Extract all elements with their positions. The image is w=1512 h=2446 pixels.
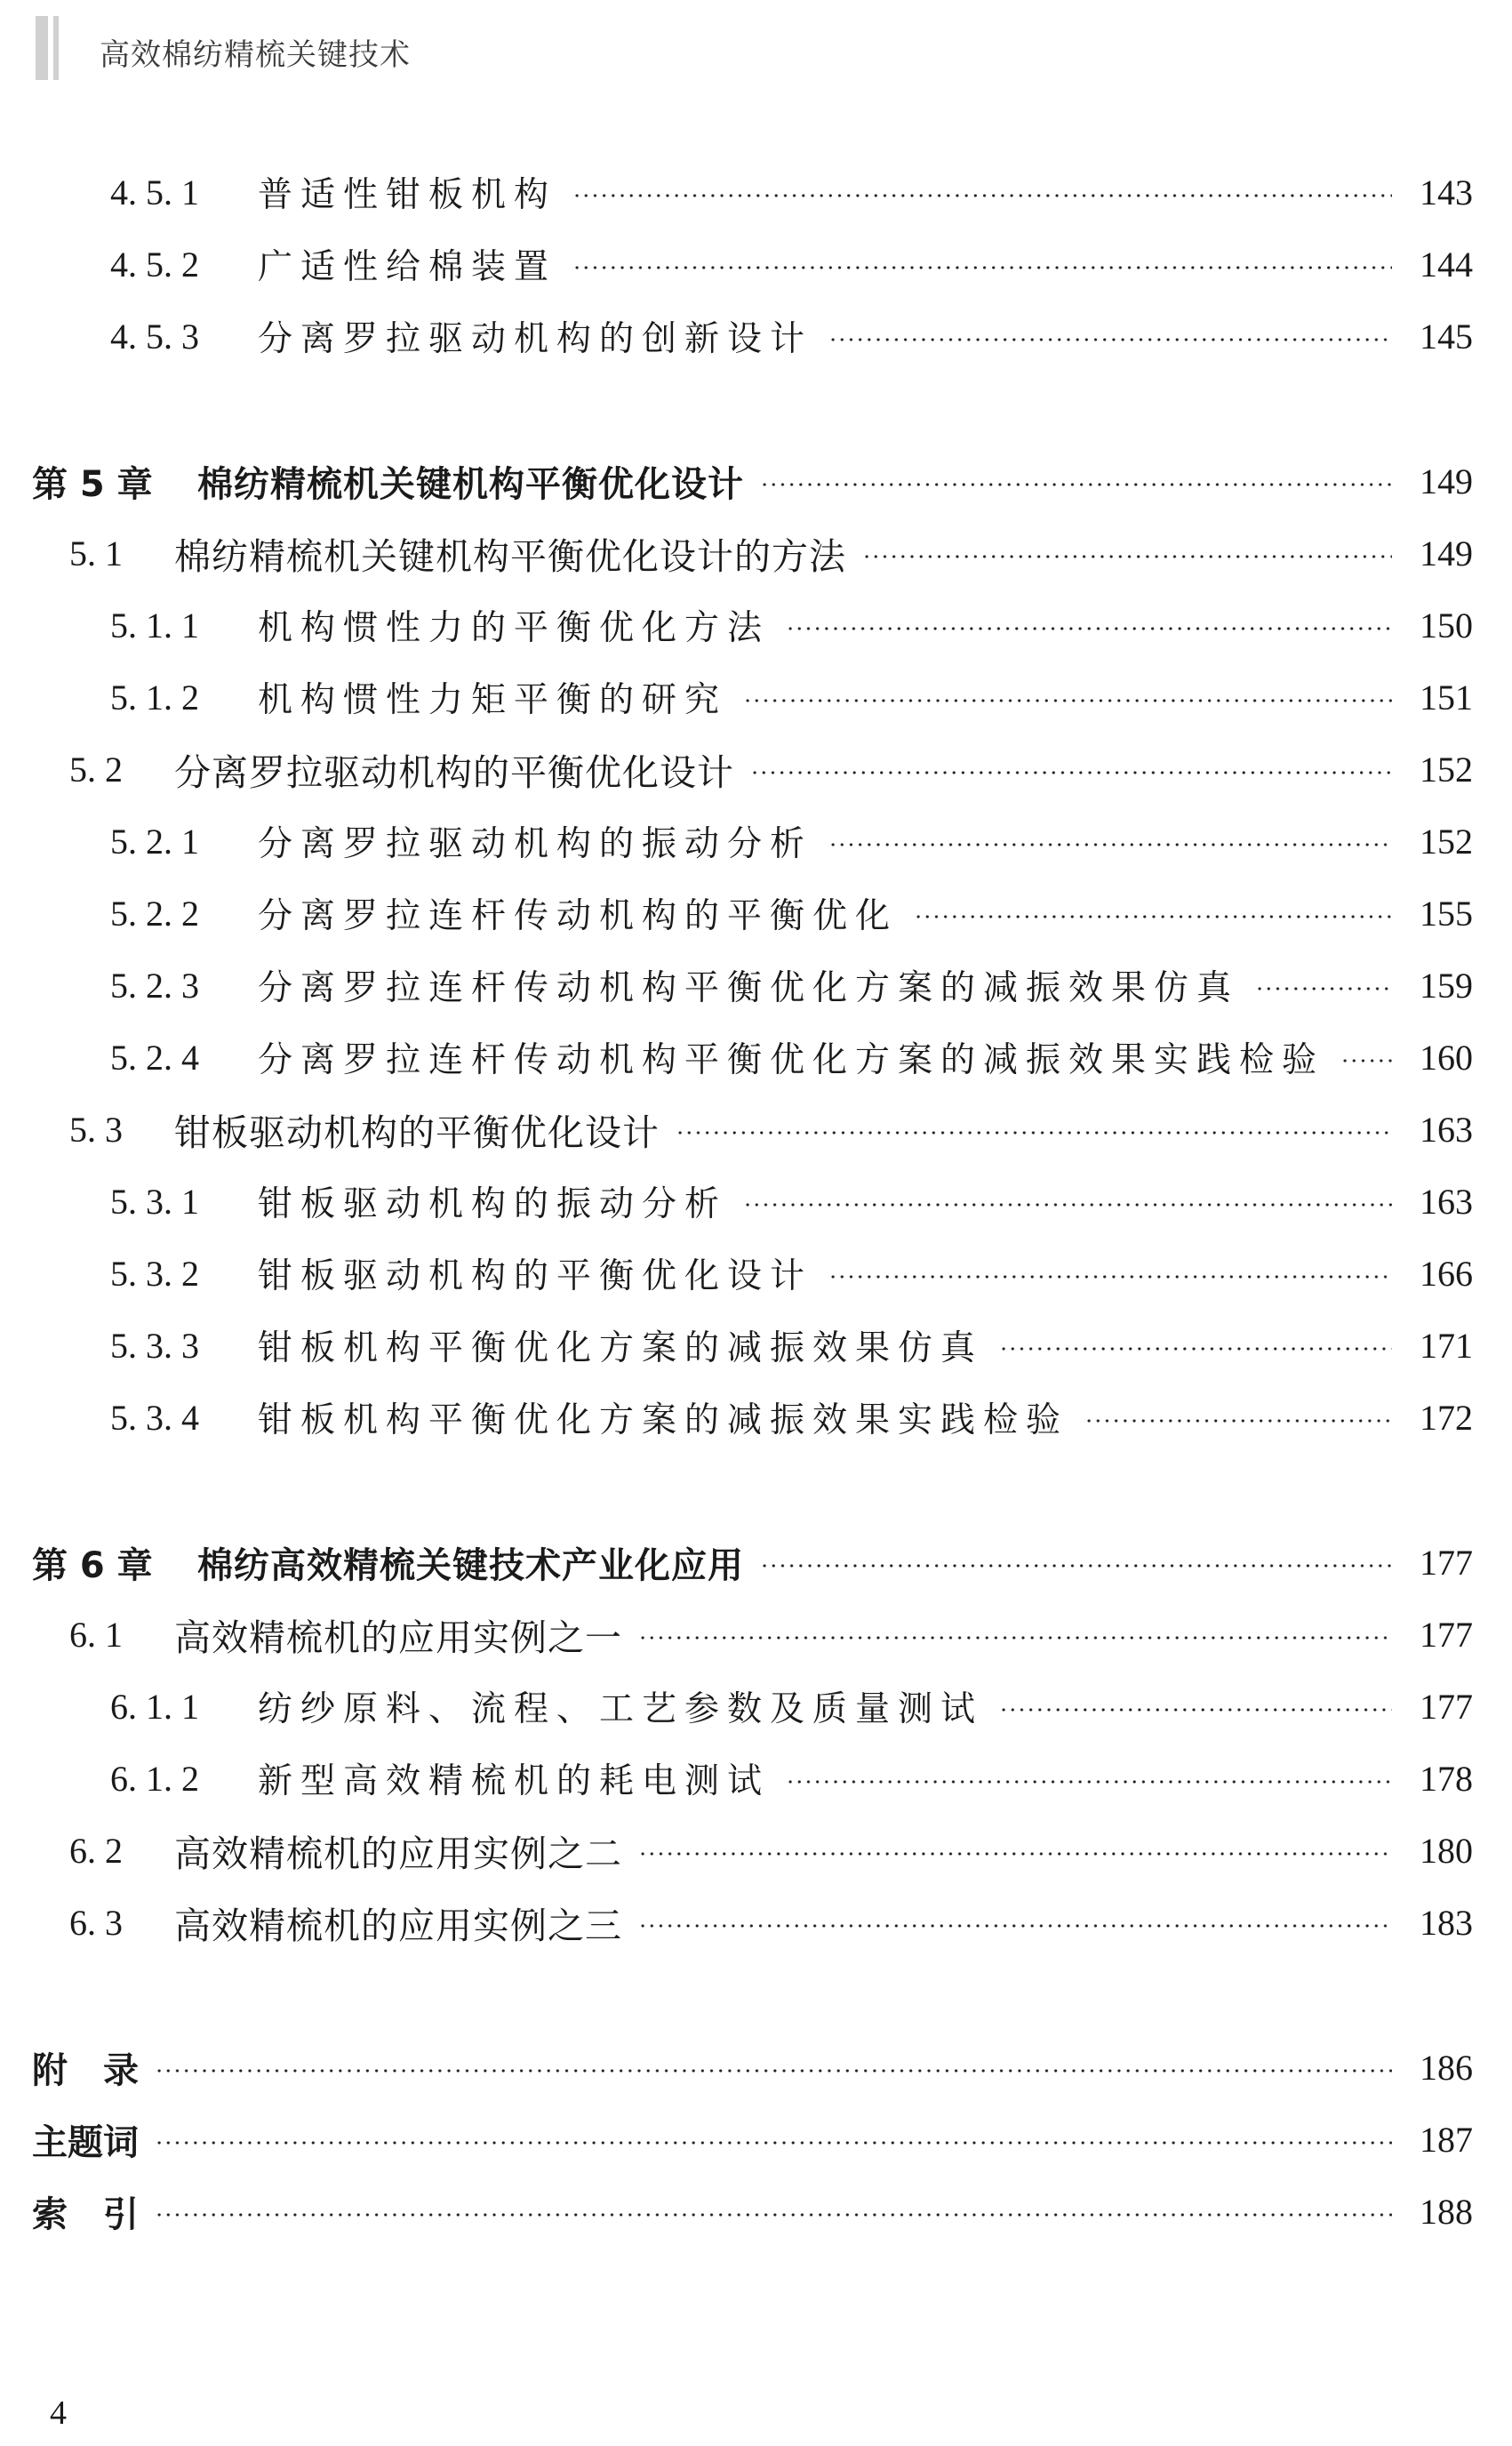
toc-entry-title: 高效精梳机的应用实例之一: [174, 1616, 622, 1659]
header-rule-thick: [36, 16, 48, 80]
toc-entry[interactable]: [0, 1031, 1512, 1084]
toc-entry[interactable]: [0, 1391, 1512, 1444]
toc-entry-page: 172: [1420, 1397, 1473, 1438]
toc-entry-title: 主题词: [32, 2121, 139, 2163]
toc-entry-number: 6. 1: [69, 1614, 123, 1655]
toc-entry-number: 4. 5. 1: [110, 172, 199, 213]
toc-entry-page: 187: [1420, 2119, 1473, 2160]
toc-entry-page: 159: [1420, 965, 1473, 1006]
toc-entry[interactable]: [0, 1536, 1512, 1589]
toc-entry-number: 第 6 章: [32, 1544, 153, 1586]
toc-entry[interactable]: [0, 454, 1512, 508]
toc-entry-title: 普适性钳板机构: [258, 175, 557, 215]
toc-entry-title: 分离罗拉驱动机构的振动分析: [258, 824, 813, 864]
toc-entry-number: 5. 1. 2: [110, 677, 199, 718]
toc-entry-number: 6. 3: [69, 1902, 123, 1943]
toc-entry-title: 棉纺高效精梳关键技术产业化应用: [197, 1544, 744, 1586]
toc-entry[interactable]: [0, 237, 1512, 291]
toc-entry-page: 178: [1420, 1758, 1473, 1799]
toc-entry-title: 高效精梳机的应用实例之三: [174, 1904, 622, 1947]
toc-entry-number: 5. 1: [69, 533, 123, 573]
toc-entry-page: 177: [1420, 1614, 1473, 1655]
toc-leader-dots: [760, 483, 1392, 486]
toc-leader-dots: [572, 194, 1392, 197]
toc-entry-title: 机构惯性力的平衡优化方法: [258, 608, 771, 648]
toc-leader-dots: [999, 1347, 1392, 1351]
toc-entry[interactable]: [0, 1752, 1512, 1805]
toc-entry-number: 6. 2: [69, 1830, 123, 1871]
toc-leader-dots: [155, 2069, 1392, 2073]
toc-leader-dots: [743, 699, 1392, 702]
toc-entry-title: 分离罗拉驱动机构的平衡优化设计: [174, 750, 734, 794]
toc-entry-page: 183: [1420, 1902, 1473, 1943]
toc-entry-page: 145: [1420, 316, 1473, 357]
toc-entry-number: 5. 3. 3: [110, 1325, 199, 1366]
header-rule-thin: [53, 16, 59, 80]
toc-entry-number: 6. 1. 1: [110, 1686, 199, 1727]
toc-entry[interactable]: [0, 670, 1512, 724]
toc-entry-number: 第 5 章: [32, 463, 153, 505]
toc-entry-title: 钳板机构平衡优化方案的减振效果实践检验: [258, 1400, 1069, 1440]
toc-entry[interactable]: [0, 1247, 1512, 1300]
toc-leader-dots: [862, 555, 1392, 558]
toc-entry-title: 分离罗拉连杆传动机构的平衡优化: [258, 896, 899, 936]
toc-entry-page: 149: [1420, 461, 1473, 501]
toc-entry-title: 分离罗拉连杆传动机构平衡优化方案的减振效果实践检验: [258, 1040, 1325, 1080]
toc-entry-number: 5. 2. 4: [110, 1037, 199, 1078]
toc-leader-dots: [786, 627, 1392, 630]
toc-entry-title: 高效精梳机的应用实例之二: [174, 1832, 622, 1875]
toc-entry[interactable]: [0, 1608, 1512, 1661]
toc-entry-number: 5. 3. 4: [110, 1397, 199, 1438]
toc-entry-number: 5. 3. 1: [110, 1181, 199, 1222]
toc-leader-dots: [638, 1924, 1392, 1928]
toc-entry-page: 160: [1420, 1037, 1473, 1078]
toc-entry-page: 152: [1420, 821, 1473, 862]
toc-leader-dots: [638, 1852, 1392, 1856]
toc-entry[interactable]: [0, 1175, 1512, 1228]
toc-entry-title: 新型高效精梳机的耗电测试: [258, 1761, 771, 1801]
toc-entry[interactable]: [0, 2113, 1512, 2166]
toc-entry-title: 钳板驱动机构的平衡优化设计: [258, 1256, 813, 1296]
toc-entry-number: 6. 1. 2: [110, 1758, 199, 1799]
toc-entry-title: 棉纺精梳机关键机构平衡优化设计: [197, 463, 744, 505]
toc-leader-dots: [743, 1203, 1392, 1207]
toc-entry-number: 5. 2. 1: [110, 821, 199, 862]
toc-leader-dots: [828, 843, 1392, 846]
toc-entry-page: 180: [1420, 1830, 1473, 1871]
toc-entry[interactable]: [0, 1319, 1512, 1372]
toc-entry-title: 附 录: [32, 2049, 139, 2091]
toc-entry-number: 5. 2. 2: [110, 893, 199, 934]
toc-entry-page: 171: [1420, 1325, 1473, 1366]
toc-entry[interactable]: [0, 1103, 1512, 1156]
toc-entry-page: 166: [1420, 1253, 1473, 1294]
toc-entry[interactable]: [0, 1680, 1512, 1733]
toc-entry[interactable]: [0, 2185, 1512, 2238]
toc-entry-page: 186: [1420, 2047, 1473, 2088]
toc-leader-dots: [828, 338, 1392, 341]
toc-entry[interactable]: [0, 1824, 1512, 1877]
toc-entry-title: 机构惯性力矩平衡的研究: [258, 680, 728, 720]
toc-entry-page: 188: [1420, 2191, 1473, 2232]
toc-leader-dots: [1255, 987, 1392, 990]
running-title: 高效棉纺精梳关键技术: [100, 37, 411, 73]
toc-entry-title: 索 引: [32, 2193, 139, 2235]
toc-leader-dots: [155, 2213, 1392, 2217]
toc-leader-dots: [676, 1131, 1392, 1135]
toc-entry-page: 150: [1420, 605, 1473, 646]
toc-entry[interactable]: [0, 814, 1512, 868]
toc-entry[interactable]: [0, 165, 1512, 219]
toc-entry-number: 5. 3. 2: [110, 1253, 199, 1294]
toc-entry[interactable]: [0, 742, 1512, 796]
toc-entry-number: 5. 1. 1: [110, 605, 199, 646]
toc-entry-title: 钳板机构平衡优化方案的减振效果仿真: [258, 1328, 984, 1368]
toc-entry[interactable]: [0, 958, 1512, 1012]
toc-entry-page: 155: [1420, 893, 1473, 934]
toc-leader-dots: [638, 1636, 1392, 1640]
toc-leader-dots: [1084, 1419, 1392, 1423]
toc-leader-dots: [750, 771, 1392, 774]
toc-entry-title: 钳板驱动机构的平衡优化设计: [174, 1111, 660, 1154]
toc-entry-number: 4. 5. 2: [110, 244, 199, 285]
toc-leader-dots: [155, 2141, 1392, 2145]
toc-entry[interactable]: [0, 598, 1512, 652]
toc-entry-page: 177: [1420, 1542, 1473, 1583]
toc-entry[interactable]: [0, 886, 1512, 940]
toc-entry-page: 152: [1420, 749, 1473, 790]
toc-leader-dots: [760, 1564, 1392, 1568]
toc-entry-page: 163: [1420, 1109, 1473, 1150]
toc-leader-dots: [572, 266, 1392, 269]
toc-entry-title: 棉纺精梳机关键机构平衡优化设计的方法: [174, 534, 846, 578]
toc-leader-dots: [1340, 1059, 1392, 1063]
toc-entry-number: 5. 2: [69, 749, 123, 790]
toc-entry-page: 177: [1420, 1686, 1473, 1727]
toc-entry-number: 5. 2. 3: [110, 965, 199, 1006]
toc-entry[interactable]: [0, 2041, 1512, 2094]
toc-entry[interactable]: [0, 309, 1512, 363]
toc-entry-number: 5. 3: [69, 1109, 123, 1150]
toc-entry-page: 151: [1420, 677, 1473, 718]
toc-leader-dots: [999, 1708, 1392, 1712]
toc-entry-number: 4. 5. 3: [110, 316, 199, 357]
toc-entry-title: 广适性给棉装置: [258, 247, 557, 287]
toc-entry-title: 纺纱原料、流程、工艺参数及质量测试: [258, 1689, 984, 1729]
toc-entry-page: 143: [1420, 172, 1473, 213]
page-number: 4: [50, 2394, 67, 2432]
toc-entry[interactable]: [0, 526, 1512, 580]
toc-leader-dots: [828, 1275, 1392, 1279]
toc-entry-title: 钳板驱动机构的振动分析: [258, 1184, 728, 1224]
toc-entry-title: 分离罗拉驱动机构的创新设计: [258, 319, 813, 359]
toc-entry-page: 144: [1420, 244, 1473, 285]
toc-entry-page: 149: [1420, 533, 1473, 573]
toc-entry-page: 163: [1420, 1181, 1473, 1222]
toc-leader-dots: [914, 915, 1392, 918]
toc-leader-dots: [786, 1780, 1392, 1784]
toc-entry[interactable]: [0, 1896, 1512, 1949]
toc-entry-title: 分离罗拉连杆传动机构平衡优化方案的减振效果仿真: [258, 968, 1240, 1008]
